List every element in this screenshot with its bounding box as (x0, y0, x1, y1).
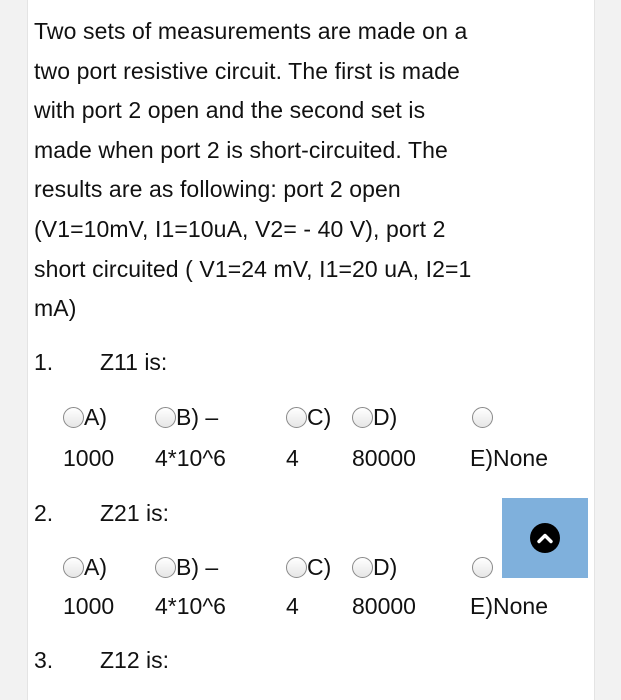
option-label: B) – (176, 404, 219, 430)
radio-button[interactable] (472, 557, 493, 578)
radio-button[interactable] (286, 407, 307, 428)
q2-value-a: 1000 (63, 593, 115, 619)
option-label: D) (373, 404, 398, 430)
q2-value-b: 4*10^6 (155, 593, 226, 619)
q2-value-d: 80000 (352, 593, 416, 619)
option-label: B) – (176, 554, 219, 580)
scroll-to-top-button[interactable] (502, 498, 588, 578)
question-number: 2. (34, 500, 54, 526)
q1-option-a[interactable] (63, 402, 107, 432)
q2-option-d[interactable] (352, 552, 397, 582)
problem-line: with port 2 open and the second set is (34, 97, 426, 124)
q2-value-c: 4 (286, 593, 299, 619)
option-label: A) (84, 404, 107, 430)
option-label: C) (307, 404, 332, 430)
question-number: 3. (34, 647, 54, 673)
option-label: C) (307, 554, 332, 580)
problem-line: (V1=10mV, I1=10uA, V2= - 40 V), port 2 (34, 215, 446, 242)
q1-value-d: 80000 (352, 445, 416, 471)
radio-button[interactable] (472, 407, 493, 428)
question-number: 1. (34, 349, 54, 375)
chevron-up-icon (530, 523, 560, 553)
radio-button[interactable] (155, 407, 176, 428)
radio-button[interactable] (352, 407, 373, 428)
q1-option-d[interactable] (352, 402, 397, 432)
problem-line: mA) (34, 295, 77, 322)
question-text: Z21 is: (100, 500, 170, 526)
q2-value-e: E)None (470, 593, 548, 619)
radio-button[interactable] (286, 557, 307, 578)
radio-button[interactable] (352, 557, 373, 578)
question-3 (34, 645, 169, 675)
problem-statement (34, 12, 544, 329)
q1-option-c[interactable] (286, 402, 331, 432)
problem-line: made when port 2 is short-circuited. The (34, 136, 448, 163)
q2-option-a[interactable] (63, 552, 107, 582)
q1-value-b: 4*10^6 (155, 445, 226, 471)
q2-option-b[interactable] (155, 552, 218, 582)
q2-option-e[interactable] (472, 552, 493, 582)
radio-button[interactable] (155, 557, 176, 578)
radio-button[interactable] (63, 557, 84, 578)
question-text: Z12 is: (100, 647, 170, 673)
question-1 (34, 347, 167, 377)
q1-value-c: 4 (286, 445, 299, 471)
q2-option-c[interactable] (286, 552, 331, 582)
q1-value-a: 1000 (63, 445, 115, 471)
q1-option-b[interactable] (155, 402, 218, 432)
question-text: Z11 is: (100, 349, 168, 375)
problem-line: Two sets of measurements are made on a (34, 18, 468, 44)
question-2 (34, 498, 169, 528)
problem-line: results are as following: port 2 open (34, 176, 401, 203)
option-label: A) (84, 554, 107, 580)
problem-line: two port resistive circuit. The first is made (34, 57, 460, 84)
radio-button[interactable] (63, 407, 84, 428)
q1-option-e[interactable] (472, 402, 493, 432)
option-label: D) (373, 554, 398, 580)
q1-value-e: E)None (470, 445, 548, 471)
problem-line: short circuited ( V1=24 mV, I1=20 uA, I2=1 (34, 255, 472, 282)
